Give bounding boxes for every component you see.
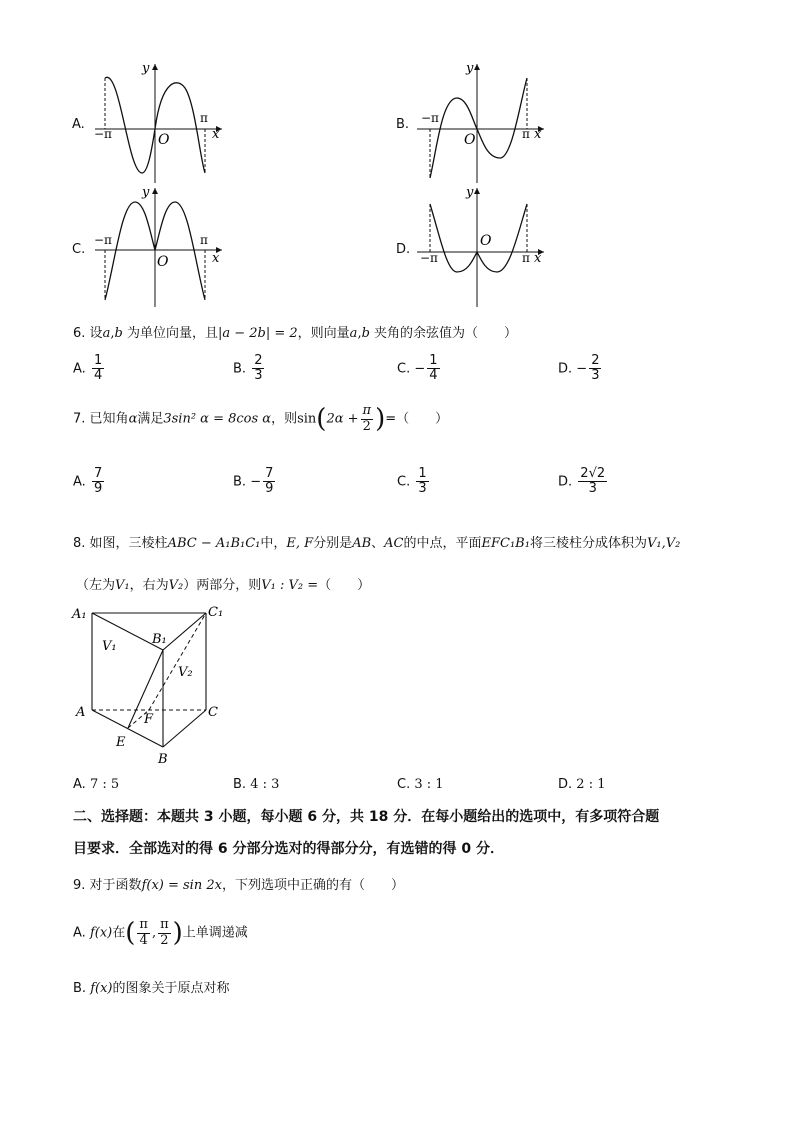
q8-line2-c: ）两部分，则 bbox=[183, 578, 262, 593]
q7-option-a-num: 7 bbox=[93, 466, 103, 481]
q8-label-a: A bbox=[76, 705, 86, 720]
q9-option-b-label: B. bbox=[73, 981, 87, 996]
q7-option-c[interactable] bbox=[397, 467, 431, 497]
q8-v2: V₂ bbox=[168, 578, 184, 593]
q7-condition: 3sin² α = 8cos α bbox=[163, 411, 272, 427]
q7-option-c-num: 1 bbox=[418, 466, 427, 481]
q5b-pi-label: π bbox=[522, 127, 530, 141]
q9-option-a-two: 2 bbox=[160, 932, 169, 948]
q9-stem-2: ，下列选项中正确的有（ ） bbox=[221, 878, 404, 893]
q5-option-b-label: B. bbox=[396, 117, 410, 132]
q8-option-a[interactable] bbox=[73, 777, 119, 792]
q7-option-b-num: 7 bbox=[265, 466, 274, 481]
q5-graph-c bbox=[90, 182, 230, 312]
q5b-origin-label: O bbox=[464, 132, 476, 148]
q9-option-a[interactable] bbox=[73, 918, 248, 948]
q6-option-a-label: A. bbox=[73, 361, 86, 377]
q7-option-b[interactable] bbox=[233, 467, 277, 497]
q8-ratio: V₁ : V₂ = bbox=[261, 578, 319, 593]
q8-option-d[interactable] bbox=[558, 777, 605, 792]
q6-option-b-label: B. bbox=[233, 361, 247, 377]
q5a-neg-pi-label: −π bbox=[94, 127, 112, 141]
q8-line1-e: 将三棱柱分成体积为 bbox=[529, 536, 647, 551]
q8-label-v2: V₂ bbox=[178, 665, 193, 680]
q6-vec-a: a bbox=[102, 326, 111, 341]
q5a-origin-label: O bbox=[158, 132, 170, 148]
q6-stem-3: ，则向量 bbox=[297, 326, 350, 341]
q6-option-d-sign: − bbox=[576, 361, 588, 377]
q6-option-b-num: 2 bbox=[254, 353, 263, 368]
q6-stem-1: 设 bbox=[89, 326, 103, 341]
q7-stem-3: ，则 bbox=[271, 411, 298, 427]
q9-option-a-pi-2: π bbox=[160, 917, 169, 933]
q8-ef: E, F bbox=[286, 536, 314, 551]
q5a-x-label: x bbox=[212, 127, 220, 142]
q6-number: 6. bbox=[73, 326, 86, 341]
q5-graph-b bbox=[412, 58, 552, 188]
q8-option-b-text: 4 : 3 bbox=[250, 777, 280, 792]
q5d-y-label: y bbox=[466, 185, 474, 200]
q7-option-a-den: 9 bbox=[93, 481, 103, 497]
q5c-neg-pi-label: −π bbox=[94, 233, 112, 247]
q8-label-b: B bbox=[158, 752, 168, 767]
q9-option-a-pi-1: π bbox=[139, 917, 148, 933]
q9-number: 9. bbox=[73, 878, 86, 893]
q9-stem bbox=[73, 874, 404, 893]
q5d-origin-label: O bbox=[480, 233, 492, 249]
q8-line2-b: ，右为 bbox=[129, 578, 169, 593]
q9-left-paren: ( bbox=[125, 918, 136, 948]
q6-option-d-num: 2 bbox=[591, 353, 600, 368]
q6-option-b-den: 3 bbox=[254, 368, 263, 384]
section2-heading-line1: 二、选择题：本题共 3 小题，每小题 6 分，共 18 分．在每小题给出的选项中，有多项符合题 bbox=[73, 809, 660, 825]
q8-stem-line2 bbox=[76, 574, 370, 593]
q9-option-a-label: A. bbox=[73, 925, 86, 941]
q5a-pi-label: π bbox=[200, 111, 208, 125]
q7-option-d-label: D. bbox=[558, 474, 573, 490]
q6-option-a-num: 1 bbox=[93, 353, 103, 368]
q6-comma: , bbox=[110, 326, 115, 341]
q8-option-a-label: A. bbox=[73, 777, 86, 792]
q9-option-a-comma: , bbox=[151, 925, 157, 941]
q9-option-b-fx: f(x) bbox=[90, 981, 113, 996]
q7-option-c-den: 3 bbox=[418, 481, 427, 497]
q8-line2-a: （左为 bbox=[76, 578, 116, 593]
q8-sep: 、 bbox=[371, 536, 385, 551]
q7-right-paren: ) bbox=[375, 404, 386, 434]
q7-option-b-label: B. bbox=[233, 474, 247, 490]
q5b-y-label: y bbox=[466, 61, 474, 76]
q7-pi: π bbox=[362, 403, 372, 419]
q6-stem-2: 为单位向量，且 bbox=[126, 326, 218, 341]
q7-option-b-den: 9 bbox=[265, 481, 274, 497]
section2-heading-line2: 目要求．全部选对的得 6 分部分选对的得部分分，有选错的得 0 分． bbox=[73, 841, 504, 857]
q8-v1: V₁ bbox=[115, 578, 130, 593]
q9-func: f(x) = sin 2x bbox=[141, 878, 222, 893]
q7-option-d-num: 2√2 bbox=[580, 466, 606, 481]
q6-vec-a-2: a bbox=[349, 326, 358, 341]
q8-label-v1: V₁ bbox=[102, 639, 117, 654]
q9-option-a-text: 上单调递减 bbox=[182, 925, 248, 941]
q9-option-a-in: 在 bbox=[112, 925, 126, 941]
q5b-x-label: x bbox=[534, 127, 542, 142]
q6-option-c[interactable] bbox=[397, 354, 442, 384]
q8-label-e: E bbox=[116, 735, 126, 750]
q5d-x-label: x bbox=[534, 251, 542, 266]
q6-option-c-den: 4 bbox=[429, 368, 438, 384]
q5c-origin-label: O bbox=[157, 254, 169, 270]
q8-number: 8. bbox=[73, 536, 86, 551]
q8-stem-line1 bbox=[73, 532, 680, 551]
q7-option-c-label: C. bbox=[397, 474, 411, 490]
q5-graph-d bbox=[412, 182, 552, 312]
q9-option-b[interactable] bbox=[73, 977, 230, 996]
q7-stem-2: 满足 bbox=[137, 411, 164, 427]
q8-option-c[interactable] bbox=[397, 777, 444, 792]
q9-option-b-text: 的图象关于原点对称 bbox=[112, 981, 230, 996]
q7-number: 7. bbox=[73, 411, 86, 427]
q6-stem bbox=[73, 322, 517, 341]
q8-line1-b: 中， bbox=[260, 536, 287, 551]
q6-abs-expr: |a − 2b| = 2 bbox=[217, 326, 298, 341]
q7-alpha: α bbox=[128, 411, 138, 427]
q8-prism: ABC − A₁B₁C₁ bbox=[167, 536, 261, 551]
q5c-y-label: y bbox=[142, 185, 150, 200]
q8-option-c-text: 3 : 1 bbox=[414, 777, 444, 792]
q8-plane: EFC₁B₁ bbox=[481, 536, 530, 551]
q7-option-a-label: A. bbox=[73, 474, 86, 490]
q5c-pi-label: π bbox=[200, 233, 208, 247]
q8-label-c: C bbox=[208, 705, 218, 720]
q7-option-d-den: 3 bbox=[588, 481, 597, 497]
q7-option-a[interactable] bbox=[73, 467, 106, 497]
q7-stem bbox=[73, 404, 448, 434]
q6-option-c-label: C. bbox=[397, 361, 411, 377]
q8-option-c-label: C. bbox=[397, 777, 411, 792]
q6-option-d[interactable] bbox=[558, 354, 603, 384]
q8-option-a-text: 7 : 5 bbox=[89, 777, 120, 792]
q9-stem-1: 对于函数 bbox=[89, 878, 142, 893]
q6-option-c-num: 1 bbox=[429, 353, 438, 368]
q5-option-d-label: D. bbox=[396, 242, 411, 257]
q7-inner: 2α + bbox=[326, 411, 359, 427]
q8-option-d-text: 2 : 1 bbox=[576, 777, 606, 792]
q8-prism-figure bbox=[68, 600, 238, 770]
q5c-x-label: x bbox=[212, 251, 220, 266]
q8-label-c1: C₁ bbox=[208, 605, 224, 620]
q6-option-d-den: 3 bbox=[591, 368, 600, 384]
q9-option-a-fx: f(x) bbox=[89, 925, 113, 941]
q6-stem-4: 夹角的余弦值为（ ） bbox=[374, 326, 518, 341]
q8-line2-d: （ ） bbox=[318, 578, 371, 593]
q5-option-a-label: A. bbox=[72, 117, 85, 132]
q8-line1-d: 的中点，平面 bbox=[403, 536, 482, 551]
q7-two: 2 bbox=[362, 418, 371, 434]
q6-option-a-den: 4 bbox=[93, 368, 103, 384]
q5-graph-a bbox=[90, 58, 230, 188]
q6-option-b[interactable] bbox=[233, 354, 266, 384]
q5-option-c-label: C. bbox=[72, 242, 86, 257]
q8-ab: AB bbox=[352, 536, 372, 551]
q8-line1-a: 如图，三棱柱 bbox=[89, 536, 168, 551]
q8-label-a1: A₁ bbox=[72, 607, 87, 622]
q5d-pi-label: π bbox=[522, 251, 530, 265]
q7-tail: =（ ） bbox=[385, 411, 449, 427]
q8-label-b1: B₁ bbox=[152, 632, 167, 647]
q5b-neg-pi-label: −π bbox=[421, 111, 439, 125]
q8-line1-c: 分别是 bbox=[313, 536, 353, 551]
q8-label-f: F bbox=[144, 712, 154, 727]
q6-comma-2: , bbox=[357, 326, 362, 341]
q8-ac: AC bbox=[384, 536, 404, 551]
q7-left-paren: ( bbox=[316, 404, 327, 434]
q9-option-a-four: 4 bbox=[139, 932, 148, 948]
q8-option-b-label: B. bbox=[233, 777, 247, 792]
q7-sin: sin bbox=[297, 411, 317, 427]
q6-option-a[interactable] bbox=[73, 354, 106, 384]
q7-option-b-sign: − bbox=[250, 474, 262, 490]
q6-option-d-label: D. bbox=[558, 361, 573, 377]
q8-option-d-label: D. bbox=[558, 777, 573, 792]
q6-option-c-sign: − bbox=[414, 361, 426, 377]
q5a-y-label: y bbox=[142, 61, 150, 76]
q6-vec-b: b bbox=[114, 326, 123, 341]
q5d-neg-pi-label: −π bbox=[420, 251, 438, 265]
q7-stem-1: 已知角 bbox=[89, 411, 129, 427]
q8-v1v2: V₁,V₂ bbox=[646, 536, 681, 551]
q8-option-b[interactable] bbox=[233, 777, 279, 792]
q6-vec-b-2: b bbox=[361, 326, 370, 341]
q9-right-paren: ) bbox=[172, 918, 183, 948]
q7-option-d[interactable] bbox=[558, 467, 609, 497]
